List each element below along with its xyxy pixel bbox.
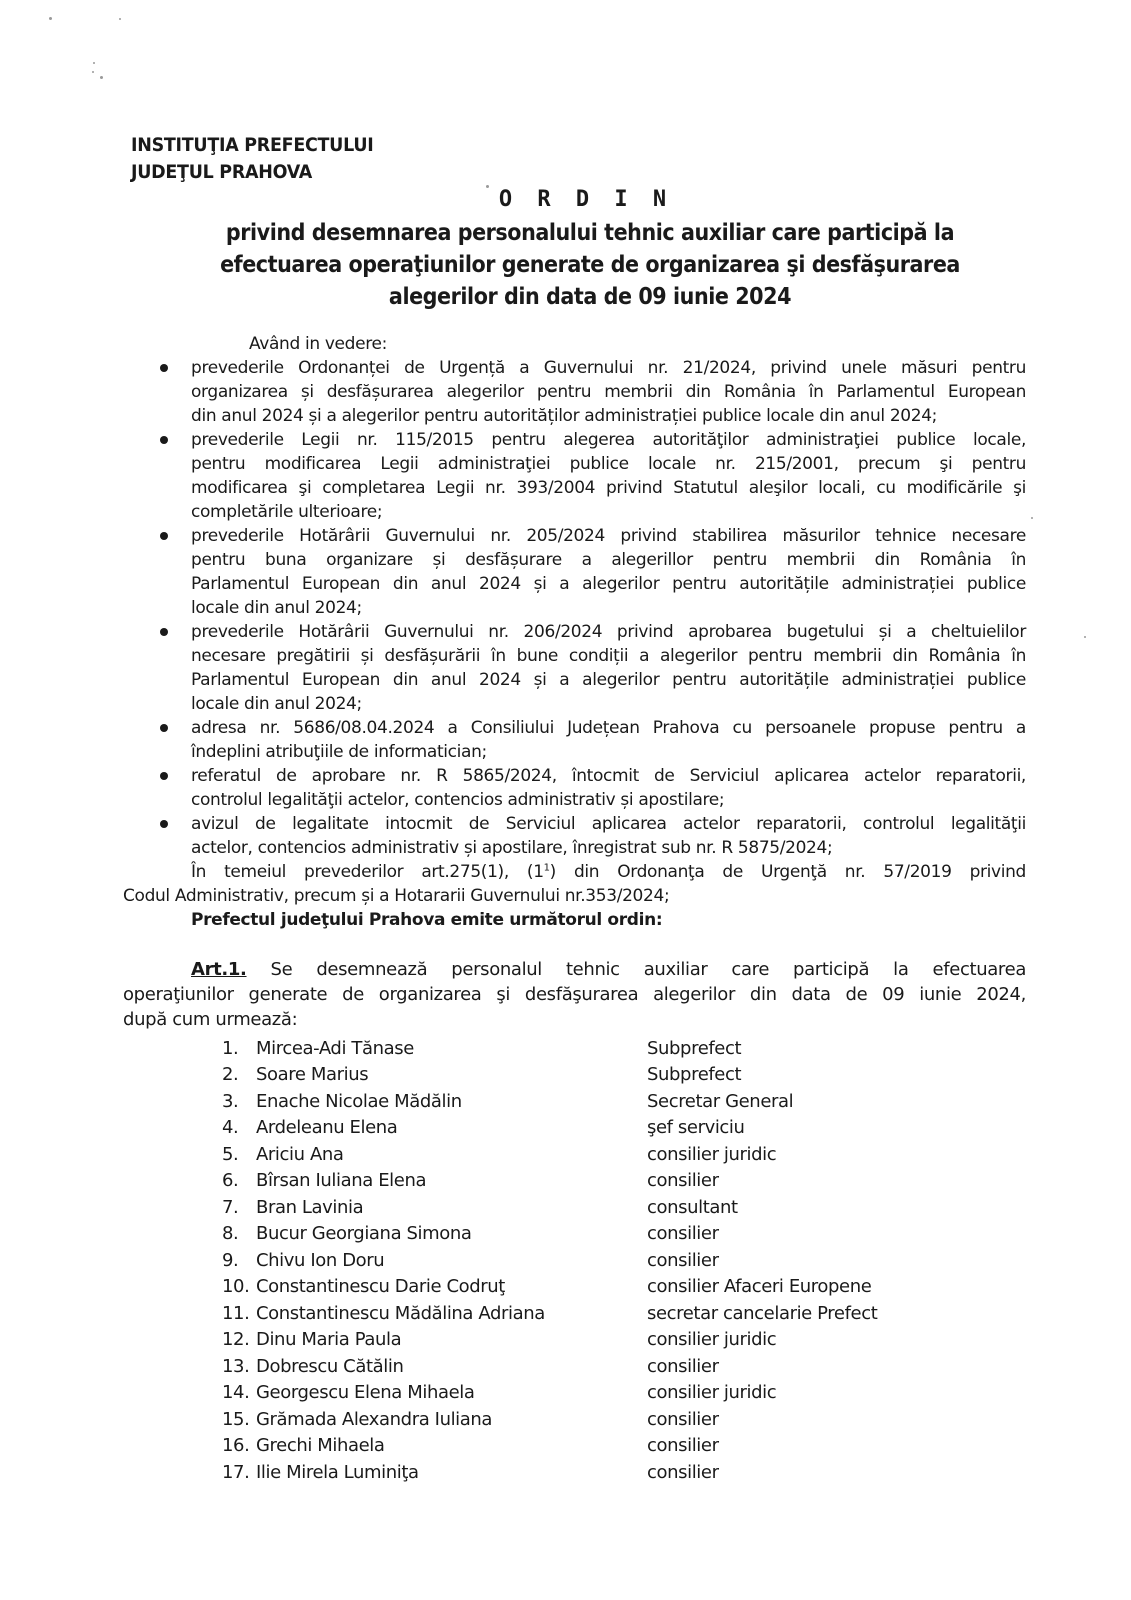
preamble-intro: Având in vedere: xyxy=(249,334,387,354)
person-role: consilier xyxy=(647,1356,719,1377)
person-role: Subprefect xyxy=(647,1064,742,1085)
person-role: consilier xyxy=(647,1462,719,1483)
scan-artifact xyxy=(1031,517,1033,519)
bullet-icon xyxy=(160,436,168,444)
person-role: secretar cancelarie Prefect xyxy=(647,1303,878,1324)
personnel-row: 15. Grămada Alexandra Iuliana consilier xyxy=(222,1407,492,1433)
personnel-row: 14. Georgescu Elena Mihaela consilier juridic xyxy=(222,1380,475,1406)
bullet-icon xyxy=(160,724,168,732)
person-name: Enache Nicolae Mădălin xyxy=(256,1091,462,1112)
bullet-icon xyxy=(160,820,168,828)
person-name: Constantinescu Darie Codruţ xyxy=(256,1276,505,1297)
issuer-statement: Prefectul judeţului Prahova emite următorul ordin: xyxy=(191,910,663,930)
personnel-row: 17. Ilie Mirela Luminiţa consilier xyxy=(222,1460,419,1486)
legal-basis-line: În temeiul prevederilor art.275(1), $(1^1)$ din Ordonanţa de Urgenţă nr. 57/2019 privind xyxy=(191,862,1026,882)
consideration-line: pentru modificarea Legii administraţiei publice locale nr. 215/2001, precum şi pentru xyxy=(191,454,1026,474)
consideration-line: avizul de legalitate intocmit de Serviciul aplicarea actelor reparatorii, controlul legalităţii xyxy=(191,814,1026,834)
personnel-row: 9. Chivu Ion Doru consilier xyxy=(222,1248,384,1274)
personnel-row: 4. Ardeleanu Elena şef serviciu xyxy=(222,1115,397,1141)
article-label: Art.1. xyxy=(191,959,247,980)
institution-header xyxy=(131,132,373,186)
institution-name: INSTITUŢIA PREFECTULUI xyxy=(131,134,374,156)
subject-line: privind desemnarea personalului tehnic auxiliar care participă la xyxy=(225,220,955,246)
person-name: Grechi Mihaela xyxy=(256,1435,385,1456)
person-name: Ariciu Ana xyxy=(256,1144,344,1165)
bullet-icon xyxy=(160,628,168,636)
person-role: consilier juridic xyxy=(647,1144,777,1165)
consideration-line: organizarea și desfășurarea alegerilor pentru membrii din România în Parlamentul European xyxy=(191,382,1026,402)
person-role: consilier juridic xyxy=(647,1382,777,1403)
personnel-row: 7. Bran Lavinia consultant xyxy=(222,1195,363,1221)
person-name: Bîrsan Iuliana Elena xyxy=(256,1170,427,1191)
consideration-line: locale din anul 2024; xyxy=(191,694,362,714)
consideration-line: prevederile Hotărârii Guvernului nr. 205/2024 privind stabilirea măsurilor tehnice necesare xyxy=(191,526,1026,546)
consideration-line: prevederile Hotărârii Guvernului nr. 206/2024 privind aprobarea bugetului și a cheltuielilor xyxy=(191,622,1026,642)
document-type-title: O R D I N xyxy=(498,187,673,212)
person-role: consilier xyxy=(647,1435,719,1456)
bullet-icon xyxy=(160,364,168,372)
person-name: Bucur Georgiana Simona xyxy=(256,1223,472,1244)
article-1-text: după cum urmează: xyxy=(123,1009,298,1030)
bullet-icon xyxy=(160,532,168,540)
subject-line: efectuarea operaţiunilor generate de organizarea şi desfăşurarea xyxy=(220,252,960,278)
consideration-line: pentru buna organizare și desfășurare a alegerillor pentru membrii din România în xyxy=(191,550,1026,570)
article-1-text: operaţiunilor generate de organizarea şi desfăşurarea alegerilor din data de 09 iunie 2024, xyxy=(123,984,1026,1005)
legal-basis-line: Codul Administrativ, precum și a Hotararii Guvernului nr.353/2024; xyxy=(123,886,670,906)
person-name: Constantinescu Mădălina Adriana xyxy=(256,1303,545,1324)
person-name: Dinu Maria Paula xyxy=(256,1329,402,1350)
personnel-row: 11. Constantinescu Mădălina Adriana secretar cancelarie Prefect xyxy=(222,1301,545,1327)
bullet-icon xyxy=(160,772,168,780)
person-role: şef serviciu xyxy=(647,1117,745,1138)
article-1-intro: Art.1. Se desemnează personalul tehnic auxiliar care participă la efectuarea xyxy=(191,959,1026,980)
subject-line: alegerilor din data de 09 iunie 2024 xyxy=(388,284,792,310)
person-role: consultant xyxy=(647,1197,738,1218)
person-name: Chivu Ion Doru xyxy=(256,1250,385,1271)
person-role: consilier xyxy=(647,1223,719,1244)
scan-artifact xyxy=(49,17,52,20)
personnel-row: 5. Ariciu Ana consilier juridic xyxy=(222,1142,344,1168)
person-role: Secretar General xyxy=(647,1091,794,1112)
person-name: Ardeleanu Elena xyxy=(256,1117,398,1138)
person-name: Dobrescu Cătălin xyxy=(256,1356,404,1377)
consideration-line: actelor, contencios administrativ și apostilare, înregistrat sub nr. R 5875/2024; xyxy=(191,838,833,858)
scan-artifact xyxy=(100,76,103,79)
consideration-line: Parlamentul European din anul 2024 și a alegerilor pentru autoritățile administrației publice xyxy=(191,670,1026,690)
personnel-row: 2. Soare Marius Subprefect xyxy=(222,1062,368,1088)
person-name: Mircea-Adi Tănase xyxy=(256,1038,414,1059)
personnel-row: 13. Dobrescu Cătălin consilier xyxy=(222,1354,403,1380)
county-name: JUDEŢUL PRAHOVA xyxy=(131,161,313,183)
person-role: consilier Afaceri Europene xyxy=(647,1276,872,1297)
consideration-line: adresa nr. 5686/08.04.2024 a Consiliului Județean Prahova cu persoanele propuse pentru a xyxy=(191,718,1026,738)
consideration-line: prevederile Legii nr. 115/2015 pentru alegerea autorităţilor administraţiei publice locale, xyxy=(191,430,1026,450)
personnel-row: 8. Bucur Georgiana Simona consilier xyxy=(222,1221,472,1247)
personnel-row: 6. Bîrsan Iuliana Elena consilier xyxy=(222,1168,426,1194)
person-role: Subprefect xyxy=(647,1038,742,1059)
person-role: consilier xyxy=(647,1250,719,1271)
consideration-line: modificarea şi completarea Legii nr. 393/2004 privind Statutul aleşilor locali, cu modificările şi xyxy=(191,478,1026,498)
personnel-row: 3. Enache Nicolae Mădălin Secretar General xyxy=(222,1089,462,1115)
person-name: Ilie Mirela Luminiţa xyxy=(256,1462,419,1483)
personnel-row: 10. Constantinescu Darie Codruţ consilier Afaceri Europene xyxy=(222,1274,505,1300)
consideration-line: locale din anul 2024; xyxy=(191,598,362,618)
scan-artifact xyxy=(1084,636,1086,638)
person-name: Grămada Alexandra Iuliana xyxy=(256,1409,493,1430)
consideration-line: din anul 2024 și a alegerilor pentru autorităților administrației publice locale din anul 2024; xyxy=(191,406,938,426)
consideration-line: prevederile Ordonanței de Urgență a Guvernului nr. 21/2024, privind unele măsuri pentru xyxy=(191,358,1026,378)
person-name: Bran Lavinia xyxy=(256,1197,364,1218)
consideration-line: necesare pregătirii și desfășurării în bune condiții a alegerilor pentru membrii din România în xyxy=(191,646,1026,666)
consideration-line: completările ulterioare; xyxy=(191,502,383,522)
consideration-line: îndeplini atribuţiile de informatician; xyxy=(191,742,487,762)
person-role: consilier xyxy=(647,1409,719,1430)
scan-artifact xyxy=(92,71,94,73)
consideration-line: referatul de aprobare nr. R 5865/2024, întocmit de Serviciul aplicarea actelor reparatorii, xyxy=(191,766,1026,786)
person-role: consilier xyxy=(647,1170,719,1191)
person-name: Georgescu Elena Mihaela xyxy=(256,1382,475,1403)
consideration-line: controlul legalităţii actelor, contencios administrativ și apostilare; xyxy=(191,790,725,810)
scan-artifact xyxy=(93,62,95,64)
person-role: consilier juridic xyxy=(647,1329,777,1350)
personnel-row: 16. Grechi Mihaela consilier xyxy=(222,1433,385,1459)
scan-artifact xyxy=(119,18,121,20)
document-subject xyxy=(150,217,1030,313)
person-name: Soare Marius xyxy=(256,1064,369,1085)
personnel-row: 1. Mircea-Adi Tănase Subprefect xyxy=(222,1036,414,1062)
consideration-line: Parlamentul European din anul 2024 și a alegerilor pentru autoritățile administrației publice xyxy=(191,574,1026,594)
personnel-row: 12. Dinu Maria Paula consilier juridic xyxy=(222,1327,401,1353)
